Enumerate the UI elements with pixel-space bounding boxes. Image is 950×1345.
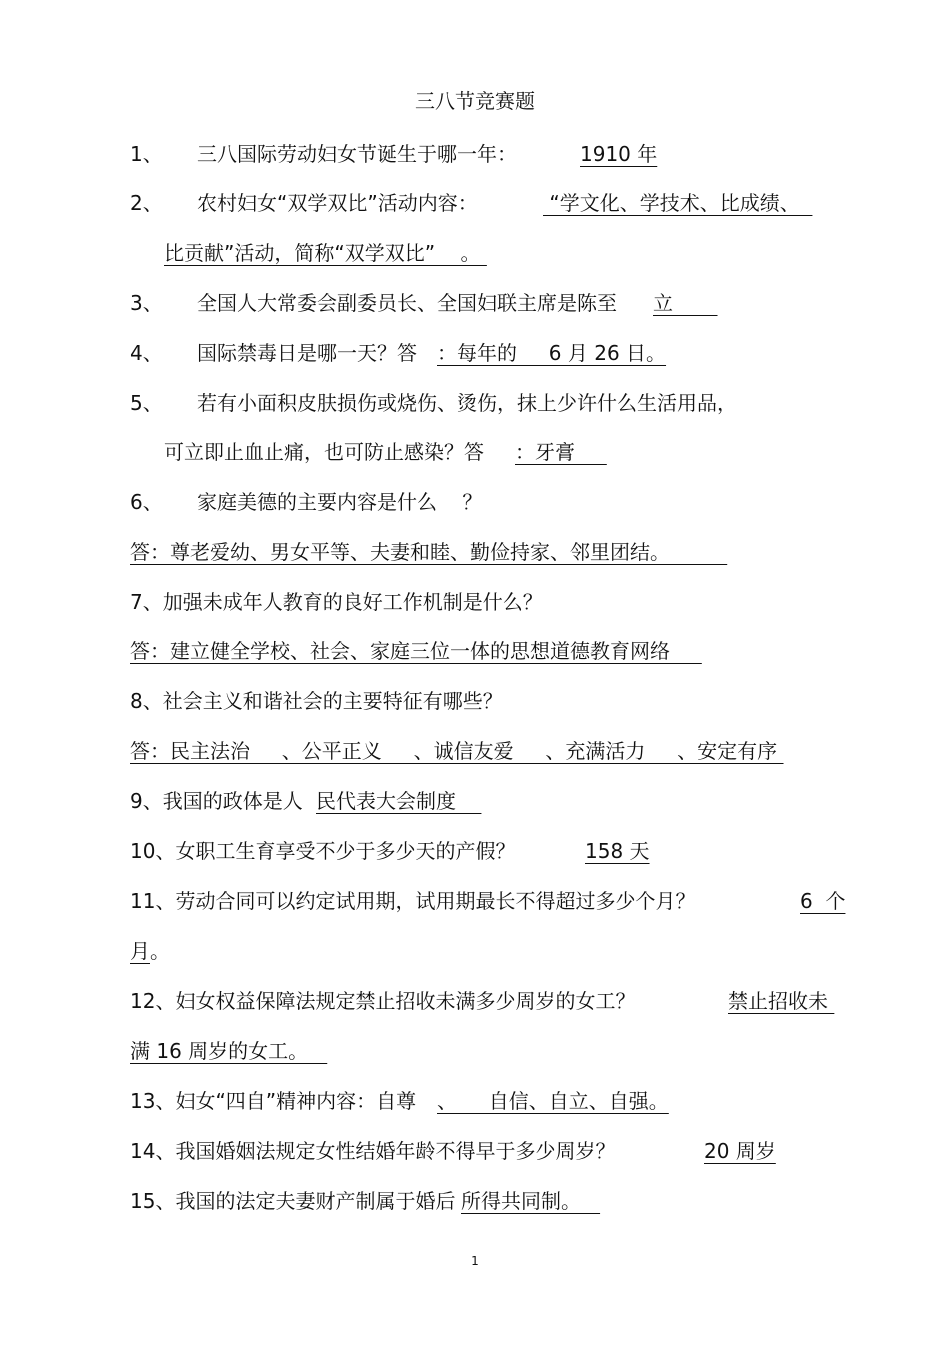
q3-answer: 立	[653, 291, 718, 315]
q14-answer: 20 周岁	[704, 1139, 776, 1163]
q1-text: 三八国际劳动妇女节诞生于哪一年：	[197, 142, 517, 166]
q3-text: 全国人大常委会副委员长、全国妇联主席是陈至	[197, 291, 617, 315]
q4-answer: ：每年的 6 月 26 日。	[437, 341, 667, 365]
q6-text: 家庭美德的主要内容是什么 ？	[197, 490, 483, 514]
q2-number: 2、	[130, 191, 163, 215]
q4-number: 4、	[130, 341, 163, 365]
q2-answer-cont: 比贡献”活动，简称“双学双比” 。	[164, 241, 487, 265]
q6-answer: 答：尊老爱幼、男女平等、夫妻和睦、勤俭持家、邻里团结。	[130, 540, 728, 564]
q2-answer: “学文化、学技术、比成绩、	[543, 191, 813, 215]
q3-number: 3、	[130, 291, 163, 315]
page-number: 1	[471, 1254, 479, 1268]
q1-answer: 1910 年	[580, 142, 658, 166]
page-title: 三八节竞赛题	[415, 89, 535, 113]
q15-text: 15、我国的法定夫妻财产制属于婚后	[130, 1189, 456, 1213]
q8-answer: 答：民主法治 、公平正义 、诚信友爱 、充满活力 、安定有序	[130, 739, 784, 763]
q5-text-cont: 可立即止血止痛，也可防止感染？答	[164, 440, 484, 464]
q2-text: 农村妇女“双学双比”活动内容：	[197, 191, 478, 215]
q6-number: 6、	[130, 490, 163, 514]
q4-text: 国际禁毒日是哪一天？答	[197, 341, 417, 365]
q12-text: 12、妇女权益保障法规定禁止招收未满多少周岁的女工？	[130, 989, 636, 1013]
q11-text: 11、劳动合同可以约定试用期，试用期最长不得超过多少个月？	[130, 889, 696, 913]
q13-text: 13、妇女“四自”精神内容：自尊	[130, 1089, 417, 1113]
q9-text: 9、我国的政体是人	[130, 789, 303, 813]
q14-text: 14、我国婚姻法规定女性结婚年龄不得早于多少周岁？	[130, 1139, 616, 1163]
q8-text: 8、社会主义和谐社会的主要特征有哪些？	[130, 689, 503, 713]
q11-answer-cont: 月	[130, 939, 150, 963]
q7-answer: 答：建立健全学校、社会、家庭三位一体的思想道德教育网络	[130, 639, 702, 663]
q11-period: 。	[150, 939, 170, 963]
q7-text: 7、加强未成年人教育的良好工作机制是什么？	[130, 590, 543, 614]
q12-answer: 禁止招收未	[728, 989, 835, 1013]
q12-answer-cont: 满 16 周岁的女工。	[130, 1039, 328, 1063]
q9-answer: 民代表大会制度	[316, 789, 482, 813]
q13-answer: 、 自信、自立、自强。	[437, 1089, 669, 1113]
q5-number: 5、	[130, 391, 163, 415]
q1-number: 1、	[130, 142, 163, 166]
q10-answer: 158 天	[585, 839, 650, 863]
q15-answer: 所得共同制。	[461, 1189, 601, 1213]
q10-text: 10、女职工生育享受不少于多少天的产假？	[130, 839, 516, 863]
q5-answer: ：牙膏	[515, 440, 607, 464]
q5-text: 若有小面积皮肤损伤或烧伤、烫伤，抹上少许什么生活用品，	[197, 391, 737, 415]
q11-answer: 6 个	[800, 889, 846, 913]
